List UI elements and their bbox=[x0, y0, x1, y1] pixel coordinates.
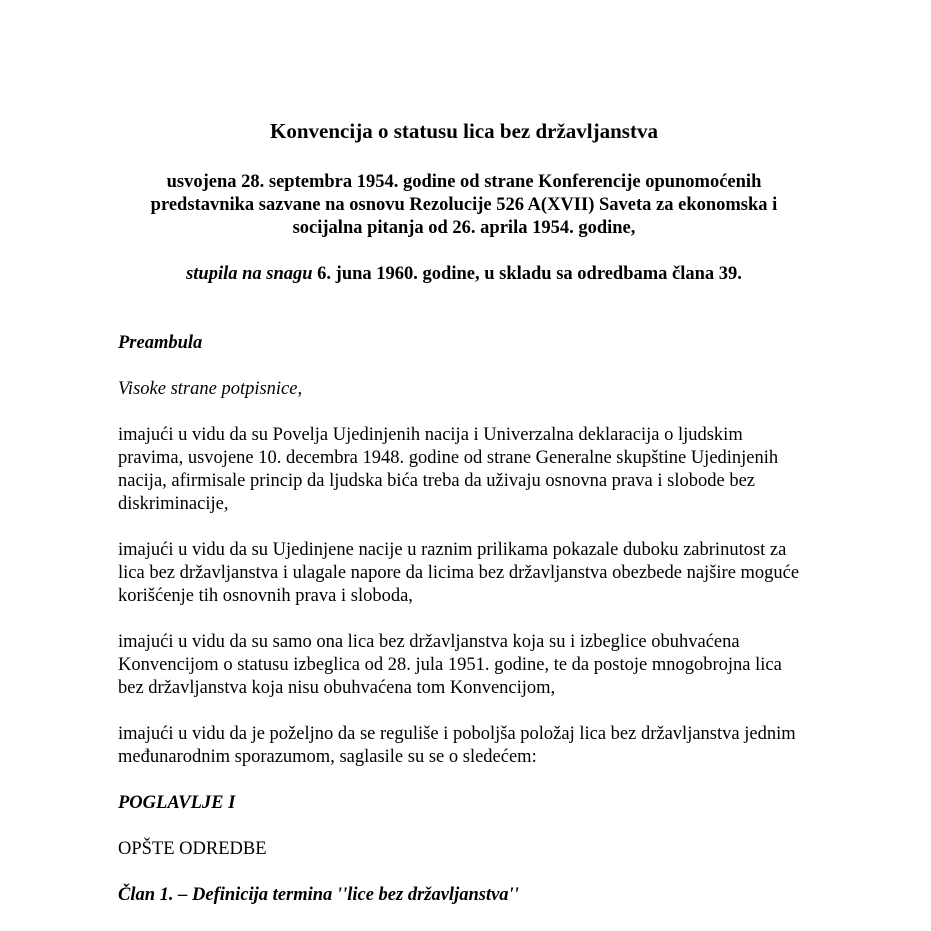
entry-into-force-date: 6. juna 1960. godine, u skladu sa odredbama člana 39. bbox=[312, 264, 742, 284]
preamble-paragraph-2: imajući u vidu da su Ujedinjene nacije u raznim prilikama pokazale duboku zabrinutost za lica bez državljanstva i ulagale napore da licima bez državljanstva obezbede najšire moguće korišćenje tih osnovnih prava i sloboda, bbox=[118, 540, 800, 606]
chapter-heading: POGLAVLJE I bbox=[118, 793, 236, 813]
document-title: Konvencija o statusu lica bez državljanstva bbox=[270, 119, 658, 143]
chapter-title: OPŠTE ODREDBE bbox=[118, 839, 267, 859]
parties-line: Visoke strane potpisnice, bbox=[118, 379, 303, 399]
preamble-paragraph-1: imajući u vidu da su Povelja Ujedinjenih nacija i Univerzalna deklaracija o ljudskim pravima, usvojene 10. decembra 1948. godine od strane Generalne skupštine Ujedinjenih nacija, afirmisale princip da ljudska bića treba da uživaju osnovna prava i slobode bez diskriminacije, bbox=[118, 425, 779, 514]
preamble-paragraph-4: imajući u vidu da je poželjno da se reguliše i poboljša položaj lica bez državljanstva jednim međunarodnim sporazumom, saglasile su se o sledećem: bbox=[118, 724, 796, 767]
preamble-paragraph-3: imajući u vidu da su samo ona lica bez državljanstva koja su i izbeglice obuhvaćena Konvencijom o statusu izbeglica od 28. jula 1951. godine, te da postoje mnogobrojna lica bez državljanstva koja nisu obuhvaćena tom Konvencijom, bbox=[118, 632, 782, 698]
article-heading: Član 1. – Definicija termina ''lice bez državljanstva'' bbox=[118, 885, 519, 905]
entry-into-force-statement bbox=[118, 263, 810, 286]
entry-into-force-label: stupila na snagu bbox=[186, 264, 313, 284]
adoption-statement: usvojena 28. septembra 1954. godine od strane Konferencije opunomoćenih predstavnika sazvane na osnovu Rezolucije 526 A(XVII) Saveta za ekonomska i socijalna pitanja od 26. aprila 1954. godine, bbox=[150, 172, 778, 238]
preamble-heading: Preambula bbox=[118, 333, 203, 353]
